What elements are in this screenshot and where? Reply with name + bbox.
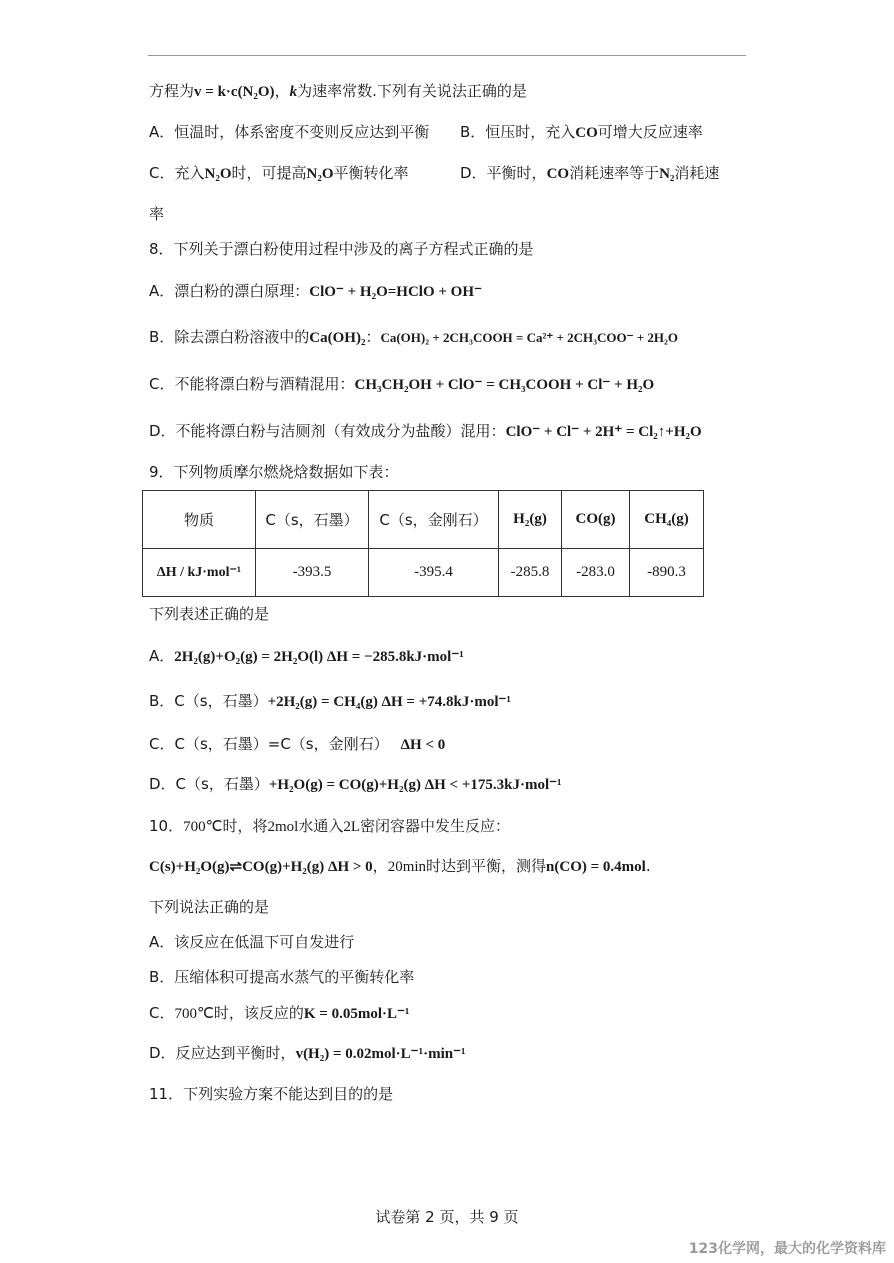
q10-option-d: D．反应达到平衡时，v(H₂) = 0.02mol·L⁻¹·min⁻¹: [149, 1044, 466, 1062]
q7-option-c: C．充入N₂O时，可提高N₂O平衡转化率: [149, 164, 409, 182]
q8-option-d: D．不能将漂白粉与洁厕剂（有效成分为盐酸）混用：ClO⁻ + Cl⁻ + 2H⁺ = Cl₂↑+H₂O: [149, 422, 702, 440]
q8-stem: 8．下列关于漂白粉使用过程中涉及的离子方程式正确的是: [149, 240, 534, 258]
table-cell: -395.4: [369, 549, 499, 597]
q9-option-c: C．C（s，石墨）=C（s，金刚石） ΔH < 0: [149, 735, 446, 753]
table-header-cell: CH₄(g): [630, 491, 704, 549]
q8-option-a: A．漂白粉的漂白原理：ClO⁻ + H₂O=HClO + OH⁻: [149, 282, 482, 300]
table-row-label: ΔH / kJ·mol⁻¹: [143, 549, 256, 597]
q10-option-b: B．压缩体积可提高水蒸气的平衡转化率: [149, 968, 415, 986]
page-footer: 试卷第 2 页，共 9 页: [375, 1208, 519, 1226]
q9-sub-stem: 下列表述正确的是: [149, 605, 270, 623]
q8-option-b: B．除去漂白粉溶液中的Ca(OH)₂：Ca(OH)₂ + 2CH₃COOH = Ca²⁺ + 2CH₃COO⁻ + 2H₂O: [149, 328, 679, 346]
q10-option-a: A．该反应在低温下可自发进行: [149, 933, 355, 951]
table-header-cell: 物质: [143, 491, 256, 549]
q7-option-d-continued: 率: [149, 205, 165, 223]
table-header-cell: C（s，金刚石）: [369, 491, 499, 549]
q11-stem: 11．下列实验方案不能达到目的的是: [149, 1085, 394, 1103]
q10-sub-stem: 下列说法正确的是: [149, 898, 270, 916]
table-cell: -285.8: [499, 549, 562, 597]
q7-option-a: A．恒温时，体系密度不变则反应达到平衡: [149, 123, 430, 141]
q9-option-a: A．2H₂(g)+O₂(g) = 2H₂O(l) ΔH = −285.8kJ·mol⁻¹: [149, 647, 464, 665]
table-header-cell: C（s，石墨）: [256, 491, 369, 549]
q9-stem: 9．下列物质摩尔燃烧焓数据如下表：: [149, 463, 399, 481]
table-row: [143, 549, 704, 597]
table-cell: -890.3: [630, 549, 704, 597]
q10-stem: 10．700℃时，将2mol水通入2L密闭容器中发生反应：: [149, 817, 511, 835]
enthalpy-table: [142, 490, 704, 597]
q7-option-d: D．平衡时，CO消耗速率等于N₂消耗速: [460, 164, 720, 182]
table-header-cell: H₂(g): [499, 491, 562, 549]
q7-stem: 方程为v = k·c(N₂O)，k为速率常数.下列有关说法正确的是: [149, 82, 527, 100]
watermark: 123化学网，最大的化学资料库: [688, 1241, 886, 1257]
table-header-row: [143, 491, 704, 549]
q10-equation: C(s)+H₂O(g)⇌CO(g)+H₂(g) ΔH > 0: [149, 859, 373, 875]
header-rule: [148, 55, 746, 56]
q10-option-c: C．700℃时，该反应的K = 0.05mol·L⁻¹: [149, 1004, 410, 1022]
q7-option-b: B．恒压时，充入CO可增大反应速率: [460, 123, 703, 141]
q8-option-c: C．不能将漂白粉与酒精混用：CH₃CH₂OH + ClO⁻ = CH₃COOH + Cl⁻ + H₂O: [149, 375, 655, 393]
table-cell: -283.0: [562, 549, 630, 597]
q10-equation-line: C(s)+H₂O(g)⇌CO(g)+H₂(g) ΔH > 0，20min时达到平衡，测得n(CO) = 0.4mol.: [149, 857, 651, 875]
rate-equation: v = k·c(N₂O): [194, 84, 275, 100]
table-cell: -393.5: [256, 549, 369, 597]
q9-option-d: D．C（s，石墨）+H₂O(g) = CO(g)+H₂(g) ΔH < +175.3kJ·mol⁻¹: [149, 775, 562, 793]
table-header-cell: CO(g): [562, 491, 630, 549]
q9-option-b: B．C（s，石墨）+2H₂(g) = CH₄(g) ΔH = +74.8kJ·mol⁻¹: [149, 692, 511, 710]
